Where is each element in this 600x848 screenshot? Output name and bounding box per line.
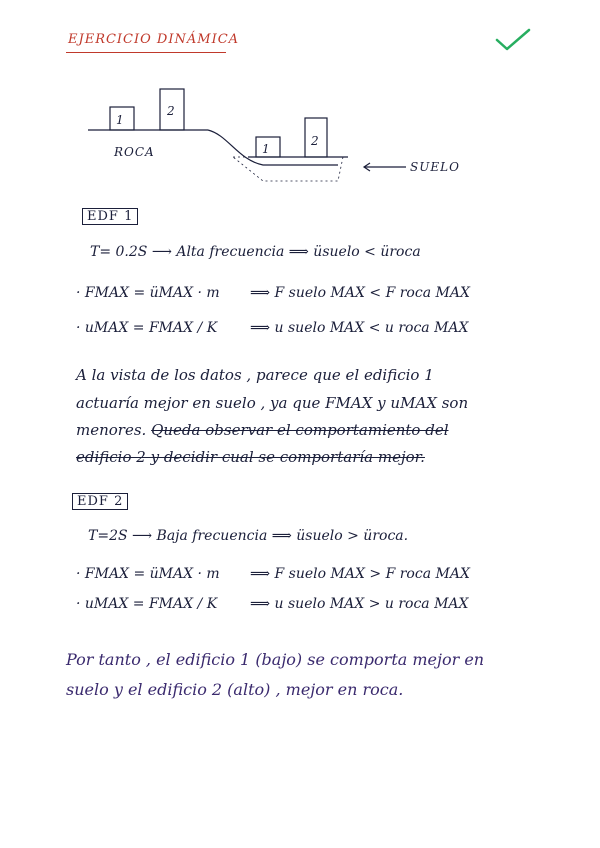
section-label-edf2: EDF 2 [72, 493, 128, 510]
sketch-label-building-2-soil: 2 [311, 134, 319, 148]
sketch-label-building-2-rock: 2 [167, 104, 175, 118]
title-underline [66, 52, 226, 53]
sketch-label-roca: ROCA [114, 145, 155, 159]
conclusion-line-2: suelo y el edificio 2 (alto) , mejor en roca. [66, 680, 404, 699]
sketch-label-suelo: SUELO [410, 160, 460, 174]
edf1-displacement-comparison: ⟹ u suelo MAX < u roca MAX [250, 320, 469, 336]
edf1-struck-text-2: edificio 2 y decidir cual se comportaría mejor. [76, 448, 425, 466]
conclusion-line-1: Por tanto , el edificio 1 (bajo) se comporta mejor en [66, 650, 485, 669]
edf1-paragraph-line-1: A la vista de los datos , parece que el edificio 1 [76, 366, 434, 384]
section-label-edf1: EDF 1 [82, 208, 138, 225]
edf1-displacement-formula: · uMAX = FMAX / K [76, 320, 218, 336]
check-mark-icon [495, 28, 531, 52]
edf1-paragraph-line-2: actuaría mejor en suelo , ya que FMAX y uMAX son [76, 394, 469, 412]
edf2-displacement-comparison: ⟹ u suelo MAX > u roca MAX [250, 596, 469, 612]
edf2-period-line: T=2S ⟶ Baja frecuencia ⟹ üsuelo > üroca. [88, 528, 409, 544]
page-title: EJERCICIO DINÁMICA [68, 32, 240, 47]
edf1-force-comparison: ⟹ F suelo MAX < F roca MAX [250, 285, 470, 301]
sketch-label-building-1-rock: 1 [116, 113, 124, 127]
sketch-label-building-1-soil: 1 [262, 142, 270, 156]
edf1-period-line: T= 0.2S ⟶ Alta frecuencia ⟹ üsuelo < üroca [90, 244, 421, 260]
edf1-paragraph-line-3: menores. [76, 421, 147, 439]
edf1-struck-text-1: Queda observar el comportamiento del [151, 421, 449, 439]
edf1-force-formula: · FMAX = üMAX · m [76, 285, 220, 301]
edf2-force-formula: · FMAX = üMAX · m [76, 566, 220, 582]
edf2-displacement-formula: · uMAX = FMAX / K [76, 596, 218, 612]
buildings-sketch [88, 85, 468, 195]
edf2-force-comparison: ⟹ F suelo MAX > F roca MAX [250, 566, 470, 582]
